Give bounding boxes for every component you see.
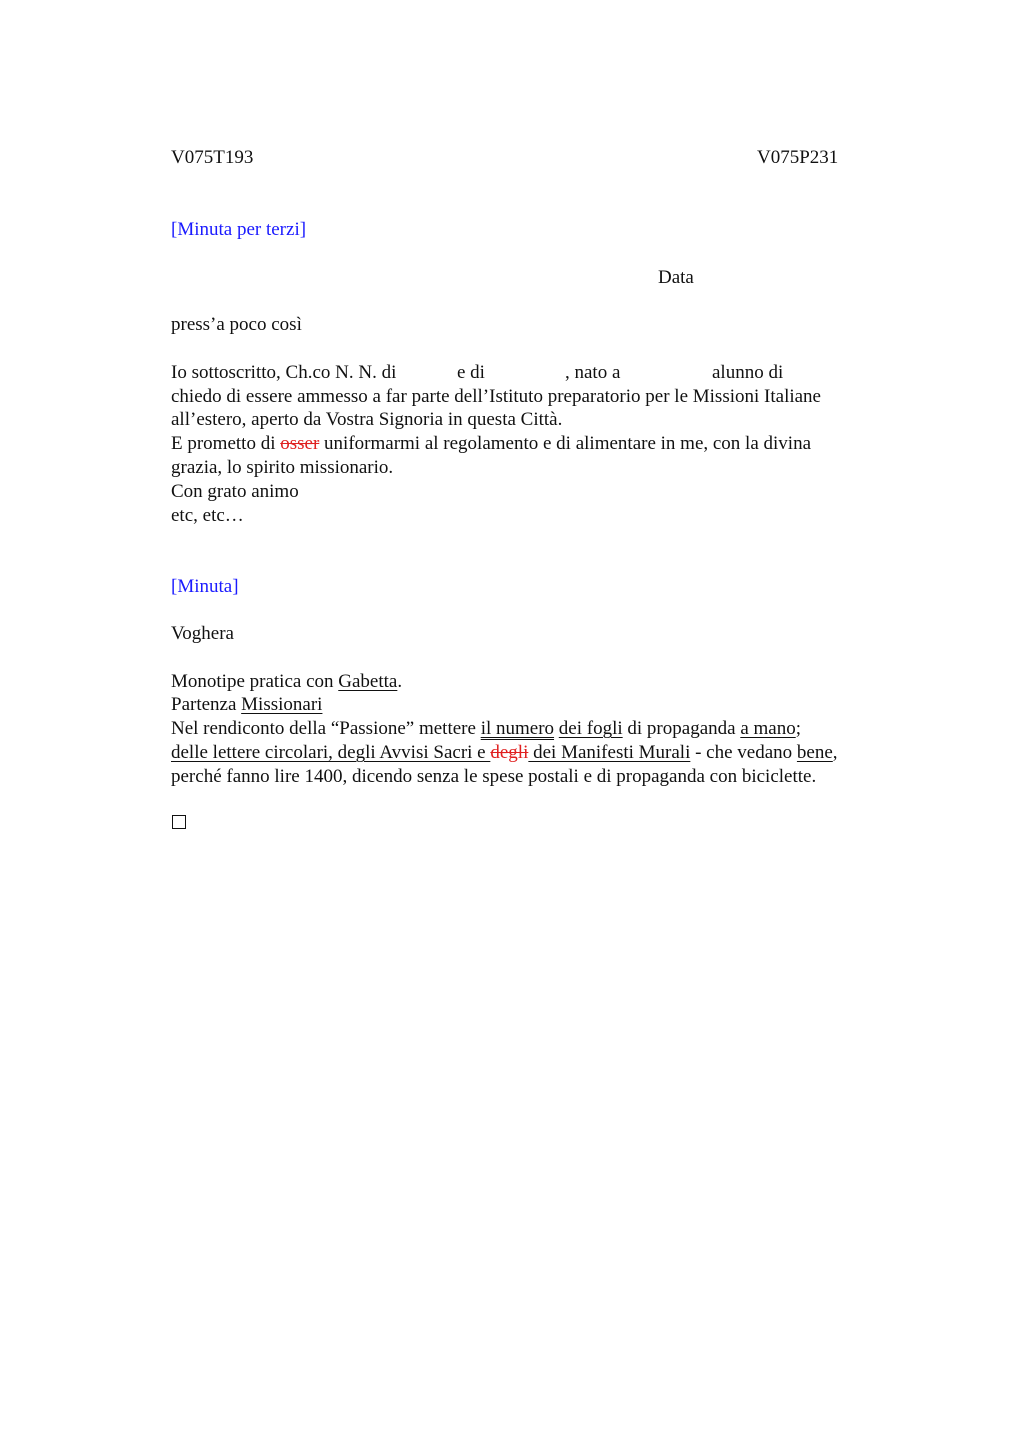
text: ; <box>795 718 801 739</box>
section-heading-minuta-per-terzi: [Minuta per terzi] <box>171 219 307 240</box>
text: E prometto di <box>171 433 281 454</box>
text: Monotipe pratica con <box>171 671 339 692</box>
underlined-phrase: dei fogli <box>558 718 623 739</box>
note-line-3 <box>171 717 801 741</box>
deleted-word: osser <box>280 433 320 454</box>
right-code: V075P231 <box>757 147 839 168</box>
form-line-c: , nato a <box>565 362 621 383</box>
text: Nel rendiconto della “Passione” mettere <box>171 718 481 739</box>
section-heading-minuta: [Minuta] <box>171 576 239 597</box>
letter-line-4 <box>171 432 811 456</box>
form-line-a: Io sottoscritto, Ch.co N. N. di <box>171 362 397 383</box>
note-line-1 <box>171 670 402 694</box>
letter-line-3: all’estero, aperto da Vostra Signoria in questa Città. <box>171 409 563 430</box>
letter-line-7: etc, etc… <box>171 505 244 526</box>
text: di propaganda <box>622 718 741 739</box>
underlined-word: bene <box>796 742 833 763</box>
form-line-b: e di <box>457 362 485 383</box>
text: . <box>397 671 403 692</box>
intro-text: press’a poco così <box>171 314 302 335</box>
text: - che vedano <box>690 742 797 763</box>
letter-line-5: grazia, lo spirito missionario. <box>171 457 394 478</box>
left-code: V075T193 <box>171 147 254 168</box>
underlined-phrase: delle lettere circolari, degli Avvisi Sacri e <box>171 742 491 763</box>
place-name: Voghera <box>171 623 234 644</box>
letter-line-2: chiedo di essere ammesso a far parte dell’Istituto preparatorio per le Missioni Italiane <box>171 386 821 407</box>
underlined-phrase: a mano <box>740 718 796 739</box>
text: uniformarmi al regolamento e di alimentare in me, con la divina <box>319 433 812 454</box>
letter-line-6: Con grato animo <box>171 481 299 502</box>
double-underlined-phrase: il numero <box>480 718 555 739</box>
underlined-word: Gabetta <box>338 671 398 692</box>
underlined-word: Missionari <box>241 694 323 715</box>
text: , <box>832 742 838 763</box>
text: Partenza <box>171 694 242 715</box>
checkbox-square-icon <box>172 815 186 829</box>
note-line-4 <box>171 741 838 765</box>
note-line-5: perché fanno lire 1400, dicendo senza le spese postali e di propaganda con biciclette. <box>171 766 817 787</box>
deleted-word: degli <box>490 742 529 763</box>
form-line-d: alunno di <box>712 362 784 383</box>
underlined-phrase: dei Manifesti Murali <box>528 742 691 763</box>
date-label: Data <box>658 267 694 288</box>
note-line-2 <box>171 693 322 717</box>
